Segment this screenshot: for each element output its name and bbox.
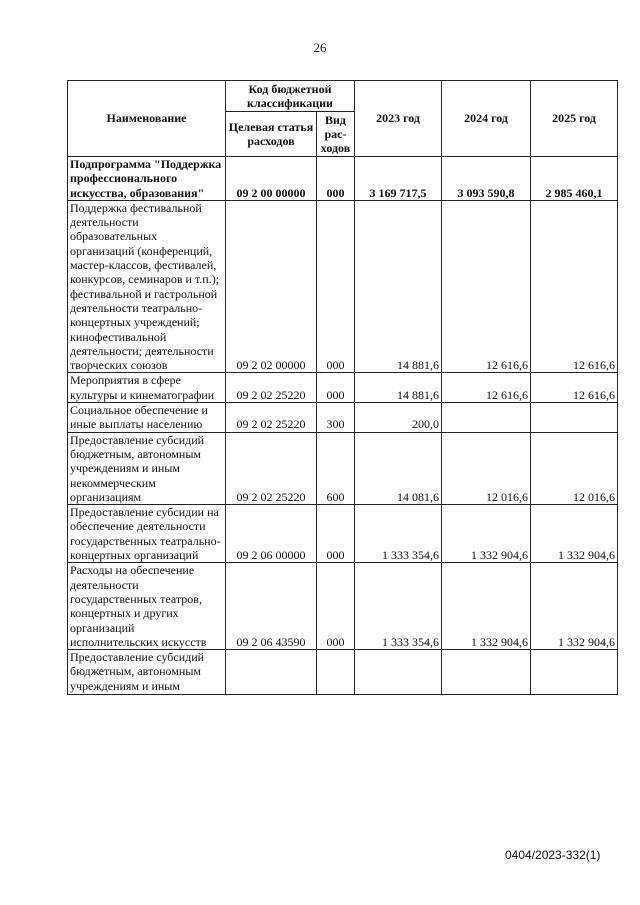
row-value-2025: [531, 403, 618, 433]
row-value-2023: 1 333 354,6: [355, 505, 442, 563]
row-name: Предоставление субсидии на обеспечение деятельности государственных театрально-концертных организаций: [68, 505, 226, 563]
row-value-2025: 1 332 904,6: [531, 505, 618, 563]
row-value-2024: 12 616,6: [442, 373, 531, 403]
row-code: 09 2 06 43590: [226, 563, 317, 650]
row-value-2024: [442, 403, 531, 433]
table-row: [68, 157, 618, 201]
row-type: 000: [317, 157, 355, 201]
row-value-2024: 1 332 904,6: [442, 505, 531, 563]
header-target: Целевая статья расходов: [226, 112, 317, 157]
header-2025: 2025 год: [531, 81, 618, 157]
row-value-2025: [531, 650, 618, 695]
row-value-2023: 14 081,6: [355, 432, 442, 504]
row-type: 600: [317, 432, 355, 504]
table-row: [68, 432, 618, 504]
budget-table: [67, 80, 618, 695]
row-type: 000: [317, 373, 355, 403]
row-name: Предоставление субсидий бюджетным, автономным учреждениям и иным некоммерческим организациям: [68, 432, 226, 504]
table-row: [68, 373, 618, 403]
header-2023: 2023 год: [355, 81, 442, 157]
row-value-2024: 12 016,6: [442, 432, 531, 504]
row-code: 09 2 06 00000: [226, 505, 317, 563]
row-type: 000: [317, 563, 355, 650]
table-row: [68, 200, 618, 373]
row-value-2024: 3 093 590,8: [442, 157, 531, 201]
table-row: [68, 650, 618, 695]
row-value-2023: 3 169 717,5: [355, 157, 442, 201]
row-name: Социальное обеспечение и иные выплаты населению: [68, 403, 226, 433]
row-value-2025: 12 016,6: [531, 432, 618, 504]
header-code-group: Код бюджетной классификации: [226, 81, 355, 112]
row-value-2023: 14 881,6: [355, 200, 442, 373]
row-name: Поддержка фестивальной деятельности образовательных организаций (конференций, мастер-классов, фестивалей, конкурсов, семинаров и т.п.); фестивальной и гастрольной деятельности театрально-концертных учреждений; кинофестивальной деятельности; деятельности творческих союзов: [68, 200, 226, 373]
row-name: Мероприятия в сфере культуры и кинематографии: [68, 373, 226, 403]
document-id: 0404/2023-332(1): [505, 848, 601, 862]
row-value-2025: 1 332 904,6: [531, 563, 618, 650]
header-type: Вид рас-ходов: [317, 112, 355, 157]
header-2024: 2024 год: [442, 81, 531, 157]
row-value-2024: 12 616,6: [442, 200, 531, 373]
table-row: [68, 403, 618, 433]
table-row: [68, 505, 618, 563]
row-value-2025: 12 616,6: [531, 373, 618, 403]
row-code: 09 2 02 00000: [226, 200, 317, 373]
row-value-2024: [442, 650, 531, 695]
row-value-2023: 14 881,6: [355, 373, 442, 403]
table-row: [68, 563, 618, 650]
row-value-2023: [355, 650, 442, 695]
page-number: 26: [313, 40, 327, 55]
row-code: 09 2 00 00000: [226, 157, 317, 201]
header-name: Наименование: [68, 81, 226, 157]
row-value-2023: 1 333 354,6: [355, 563, 442, 650]
row-code: 09 2 02 25220: [226, 403, 317, 433]
row-name: Расходы на обеспечение деятельности государственных театров, концертных и других организаций исполнительских искусств: [68, 563, 226, 650]
row-value-2023: 200,0: [355, 403, 442, 433]
row-code: 09 2 02 25220: [226, 432, 317, 504]
row-value-2025: 12 616,6: [531, 200, 618, 373]
row-code: 09 2 02 25220: [226, 373, 317, 403]
row-value-2024: 1 332 904,6: [442, 563, 531, 650]
header-row: [68, 81, 618, 112]
row-name: Подпрограмма "Поддержка профессионального искусства, образования": [68, 157, 226, 201]
row-type: 300: [317, 403, 355, 433]
row-value-2025: 2 985 460,1: [531, 157, 618, 201]
row-type: 000: [317, 505, 355, 563]
row-type: 000: [317, 200, 355, 373]
row-name: Предоставление субсидий бюджетным, автономным учреждениям и иным: [68, 650, 226, 695]
row-code: [226, 650, 317, 695]
row-type: [317, 650, 355, 695]
